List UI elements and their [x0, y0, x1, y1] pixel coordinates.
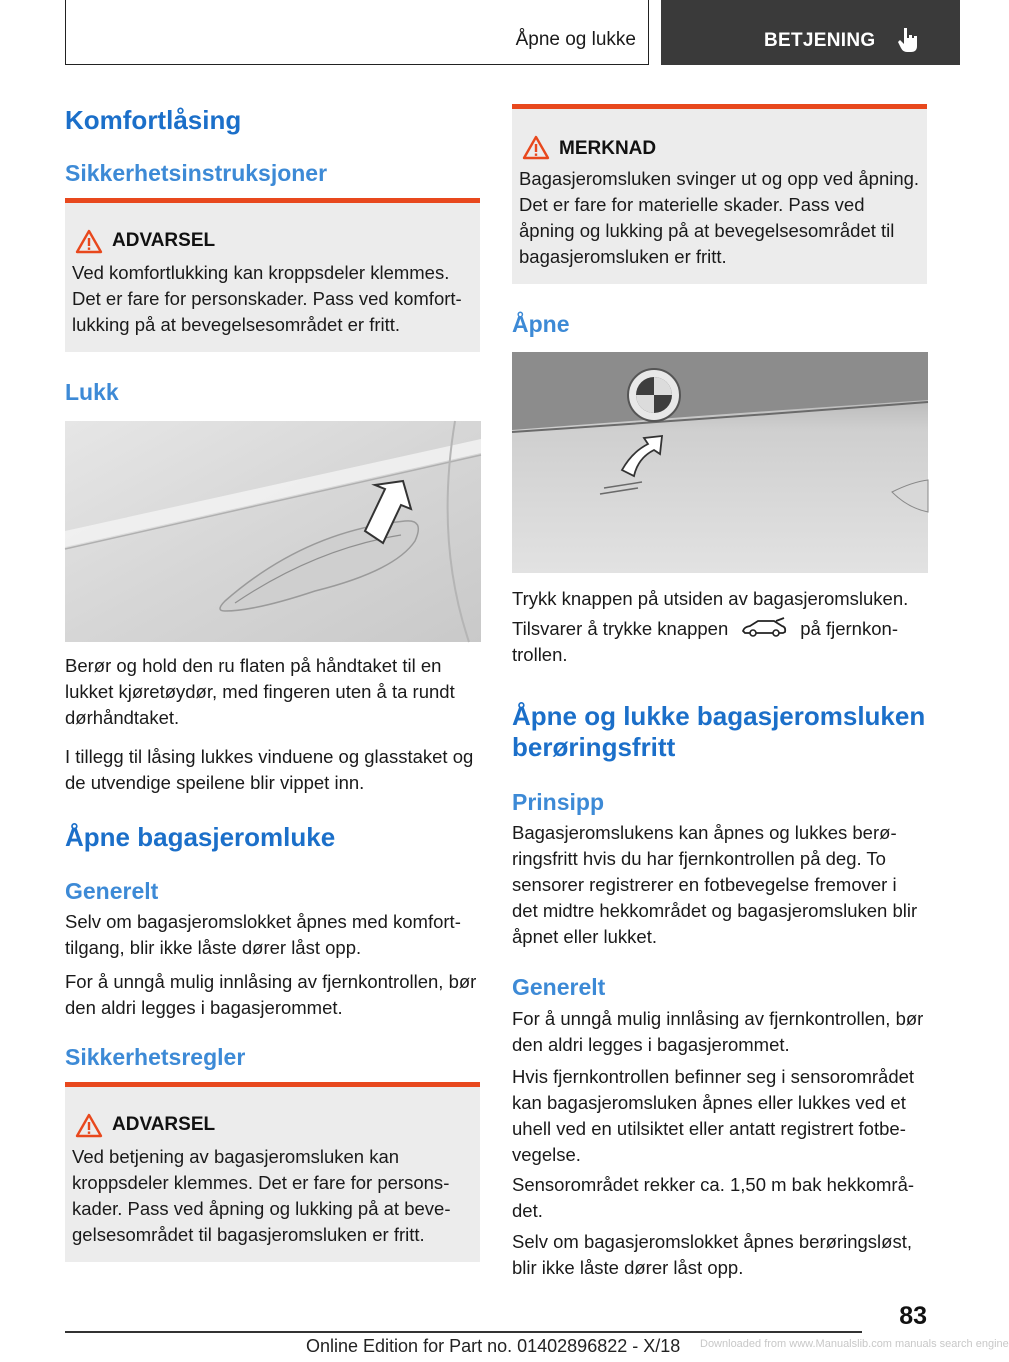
heading-generelt-right: Generelt — [512, 974, 606, 1000]
warning-text-1: Ved komfortlukking kan kroppsdeler klemmes. Det er fare for personskader. Pass ved komfortlukking på at bevegelsesområdet er fritt. — [72, 262, 462, 335]
door-handle-illustration — [65, 421, 481, 642]
paragraph-generelt-right-1: For å unngå mulig innlåsing av fjernkontrollen, bør den aldri legges i bagasjerommet. — [512, 1008, 924, 1055]
heading-generelt-left: Generelt — [65, 878, 159, 904]
warning-box-1 — [65, 198, 480, 352]
paragraph-apne-2 — [512, 616, 916, 668]
paragraph-generelt-right-3: Sensorområdet rekker ca. 1,50 m bak hekkområdet. — [512, 1174, 915, 1221]
heading-lukk: Lukk — [65, 379, 119, 405]
warning-text-2: Ved betjening av bagasjeromsluken kan kroppsdeler klemmes. Det er fare for personskader. Pass ved åpning og lukking på at bevegelsesområdet til bagasjeromsluken er fritt. — [72, 1146, 451, 1245]
page-number: 83 — [899, 1302, 927, 1330]
warning-triangle-icon — [522, 135, 550, 160]
heading-apne-bagasjeromluke: Åpne bagasjeromluke — [65, 822, 336, 852]
header-section-box — [65, 0, 649, 65]
paragraph-apne-1: Trykk knappen på utsiden av bagasjeromsluken. — [512, 588, 909, 609]
paragraph-prinsipp: Bagasjeromslukens kan åpnes og lukkes berøringsfritt hvis du har fjernkontrollen på deg. To sensorer registrerer en fotbevegelse fremover i det midtre hekkområdet og bagasjeromsluken blir åpnet eller lukket. — [512, 822, 918, 947]
heading-apne: Åpne — [512, 311, 570, 337]
warning-triangle-icon — [75, 229, 103, 254]
warning-title-2: ADVARSEL — [112, 1114, 216, 1135]
heading-sikkerhetsinstruksjoner: Sikkerhetsinstruksjoner — [65, 160, 328, 186]
heading-sikkerhetsregler: Sikkerhetsregler — [65, 1044, 246, 1070]
header-chapter-label: BETJENING — [764, 30, 876, 51]
hand-pointer-icon — [895, 26, 921, 54]
note-text: Bagasjeromsluken svinger ut og opp ved åpning. Det er fare for materielle skader. Pass ved åpning og lukking på at bevegelsesområdet til bagasjeromsluken er fritt. — [519, 168, 920, 267]
header-chapter-tab — [661, 0, 960, 65]
paragraph-generelt-right-2: Hvis fjernkontrollen befinner seg i sensorområdet kan bagasjeromsluken åpnes eller lukkes ved et uhell ved en utilsiktet eller antatt registrert fotbevegelse. — [512, 1066, 915, 1165]
footer-site: Downloaded from www.Manualslib.com manuals search engine — [700, 1338, 1009, 1350]
warning-triangle-icon — [75, 1113, 103, 1138]
warning-box-2 — [65, 1082, 480, 1262]
header-section-title: Åpne og lukke — [515, 29, 636, 50]
paragraph-lukk-1: Berør og hold den ru flaten på håndtaket til en lukket kjøretøydør, med fingeren uten å ta rundt dørhåndtaket. — [65, 655, 455, 728]
paragraph-generelt-left-1: Selv om bagasjeromslokket åpnes med komforttilgang, blir ikke låste dører låst opp. — [65, 911, 461, 958]
trunk-button-illustration — [512, 352, 928, 573]
paragraph-apne-2-start: Tilsvarer å trykke knappen — [512, 618, 729, 639]
heading-beroringsfritt: Åpne og lukke bagasjeromsluken berøringsfritt — [512, 701, 926, 762]
note-box — [512, 104, 927, 284]
heading-prinsipp: Prinsipp — [512, 789, 605, 815]
paragraph-apne-2-end: på fjernkontrollen. — [512, 618, 898, 665]
paragraph-generelt-left-2: For å unngå mulig innlåsing av fjernkontrollen, bør den aldri legges i bagasjerommet. — [65, 971, 477, 1018]
heading-komfortlasing: Komfortlåsing — [65, 105, 242, 135]
paragraph-lukk-2: I tillegg til låsing lukkes vinduene og glasstaket og de utvendige speilene blir vippet inn. — [65, 746, 474, 793]
note-title: MERKNAD — [559, 138, 657, 159]
footer-edition: Online Edition for Part no. 01402896822 - X/18 — [306, 1336, 681, 1356]
footer-divider — [65, 1331, 862, 1333]
car-trunk-icon — [740, 617, 788, 639]
paragraph-generelt-right-4: Selv om bagasjeromslokket åpnes berøringsløst, blir ikke låste dører låst opp. — [512, 1231, 912, 1278]
warning-title-1: ADVARSEL — [112, 230, 216, 251]
